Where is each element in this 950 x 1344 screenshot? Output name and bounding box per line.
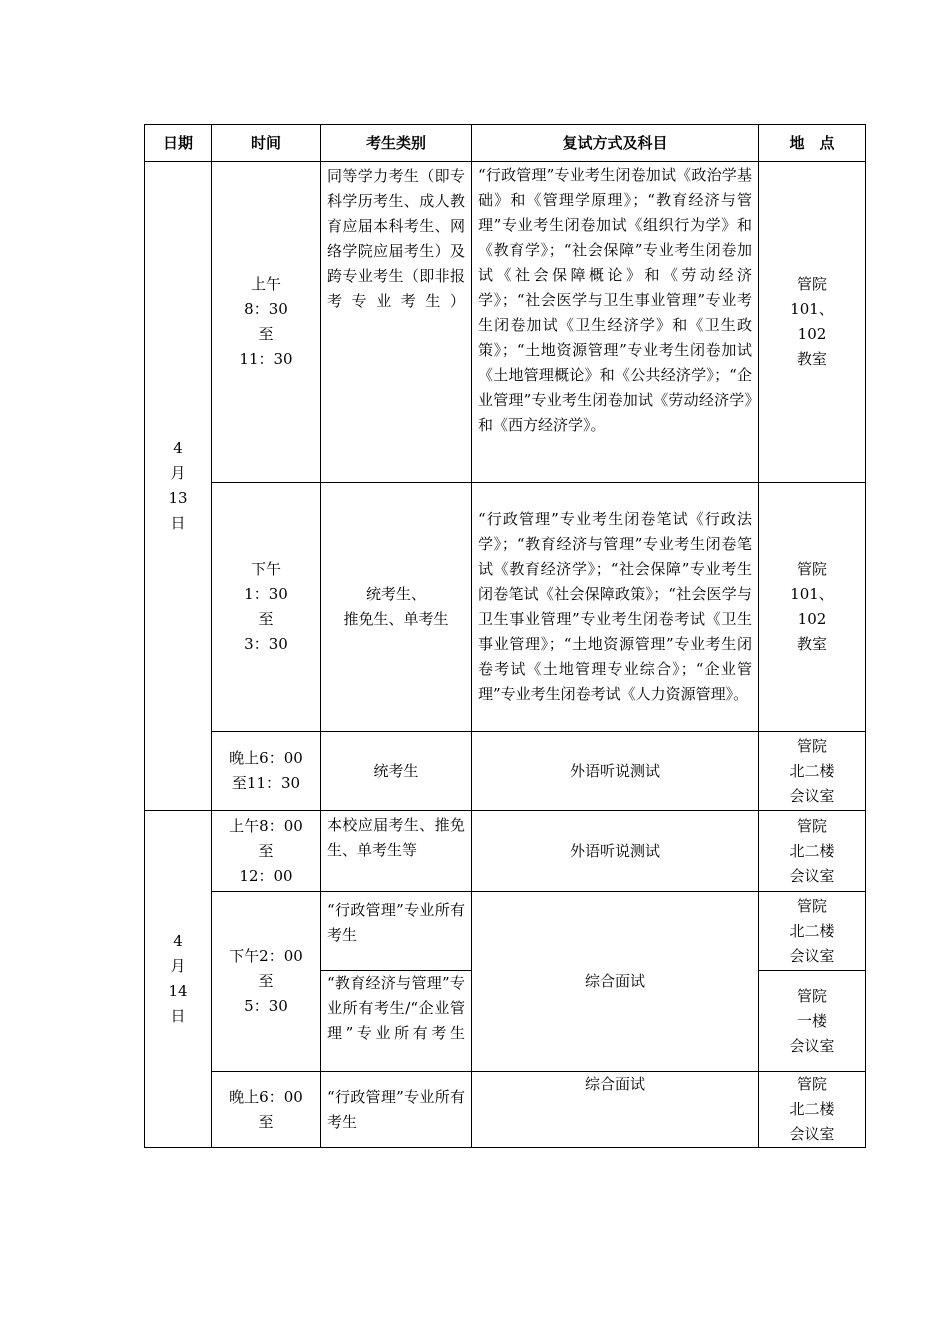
category-cell: 本校应届考生、推免生、单考生等 [321,811,472,892]
location-line: 北二楼 [789,841,835,860]
time-line: 8：30 [244,300,288,318]
date-cell [145,162,212,811]
location-line: 101、 [790,300,834,318]
header-location: 地 点 [759,125,866,162]
time-line: 上午 [250,275,281,293]
time-line: 至11：30 [231,774,301,792]
table-row [145,483,866,732]
time-cell [212,892,321,1072]
time-line: 晚上6：00 [229,1087,303,1106]
time-line: 11：30 [239,350,293,368]
time-cell [212,811,321,892]
time-line: 至 [258,972,274,990]
location-line: 102 [797,610,827,628]
time-cell [212,732,321,811]
location-line: 会议室 [789,946,835,965]
location-line: 管院 [796,816,827,835]
location-cell [759,971,866,1072]
location-line: 管院 [796,275,827,293]
time-cell [212,1072,321,1148]
date-line: 14 [168,982,188,1000]
category-cell: “行政管理”专业所有考生 [321,1072,472,1148]
method-cell: “行政管理”专业考生闭卷加试《政治学基础》和《管理学原理》；“教育经济与管理”专业考生闭卷加试《组织行为学》和《教育学》；“社会保障”专业考生闭卷加试《社会保障概论》和《劳动经济学》；“社会医学与卫生事业管理”专业考生闭卷加试《卫生经济学》和《卫生政策》；“土地资源管理”专业考生闭卷加试《土地管理概论》和《公共经济学》；“企业管理”专业考生闭卷加试《劳动经济学》和《西方经济学》。 [472,162,759,483]
method-cell: 综合面试 [472,1072,759,1148]
table-row [145,811,866,892]
location-cell [759,162,866,483]
time-cell [212,483,321,732]
location-cell [759,1072,866,1148]
location-line: 101、 [790,585,834,603]
method-cell: 外语听说测试 [472,732,759,811]
time-line: 下午2：00 [229,947,303,965]
category-cell: 统考生 [321,732,472,811]
time-line: 1：30 [244,585,288,603]
location-line: 会议室 [789,1125,835,1143]
table-row [145,892,866,971]
location-line: 一楼 [796,1011,827,1030]
category-cell: “教育经济与管理”专业所有考生/“企业管理”专业所有考生 [321,971,472,1072]
date-line: 日 [170,1007,186,1025]
date-line: 4 [173,932,183,950]
location-line: 会议室 [789,1036,835,1055]
location-line: 教室 [796,635,827,653]
location-line: 管院 [796,986,827,1005]
time-line: 上午8：00 [229,816,303,835]
table-row [145,732,866,811]
location-line: 管院 [796,896,827,915]
location-cell [759,892,866,971]
location-line: 管院 [796,560,827,578]
table-row [145,162,866,483]
time-cell [212,162,321,483]
location-line: 北二楼 [789,761,835,780]
method-cell: “行政管理”专业考生闭卷笔试《行政法学》；“教育经济与管理”专业考生闭卷笔试《教育经济学》；“社会保障”专业考生闭卷笔试《社会保障政策》；“社会医学与卫生事业管理”专业考生闭卷考试《卫生事业管理》；“土地资源管理”专业考生闭卷考试《土地管理专业综合》；“企业管理”专业考生闭卷考试《人力资源管理》。 [472,483,759,732]
category-cell [321,483,472,732]
time-line: 晚上6：00 [229,749,303,767]
time-line: 至 [258,325,274,343]
location-line: 管院 [796,1075,827,1093]
time-line: 至 [258,1112,274,1131]
category-line: 推免生、单考生 [343,610,449,628]
date-cell [145,811,212,1148]
time-line: 5：30 [244,997,288,1015]
header-category: 考生类别 [321,125,472,162]
location-line: 会议室 [789,866,835,885]
time-line: 3：30 [244,635,288,653]
time-line: 至 [258,841,274,860]
location-cell [759,811,866,892]
time-line: 至 [258,610,274,628]
header-method: 复试方式及科目 [472,125,759,162]
location-line: 北二楼 [789,921,835,940]
category-line: 统考生、 [365,585,426,603]
location-line: 北二楼 [789,1100,835,1118]
table-row [145,1072,866,1148]
time-line: 12：00 [239,866,293,885]
header-row [145,125,866,162]
date-line: 月 [170,957,186,975]
category-cell: “行政管理”专业所有考生 [321,892,472,971]
location-line: 会议室 [789,786,835,805]
category-cell: 同等学力考生（即专科学历考生、成人教育应届本科考生、网络学院应届考生）及跨专业考生（即非报考专业考生） [321,162,472,483]
location-line: 教室 [796,350,827,368]
method-cell: 综合面试 [472,892,759,1072]
header-time: 时间 [212,125,321,162]
header-date: 日期 [145,125,212,162]
exam-schedule-table [144,124,866,1148]
date-line: 月 [170,464,186,482]
date-line: 13 [168,489,188,507]
location-cell [759,732,866,811]
date-line: 日 [170,514,186,532]
time-line: 下午 [250,560,281,578]
location-line: 102 [797,325,827,343]
date-line: 4 [173,439,183,457]
method-cell: 外语听说测试 [472,811,759,892]
location-cell [759,483,866,732]
location-line: 管院 [796,736,827,755]
